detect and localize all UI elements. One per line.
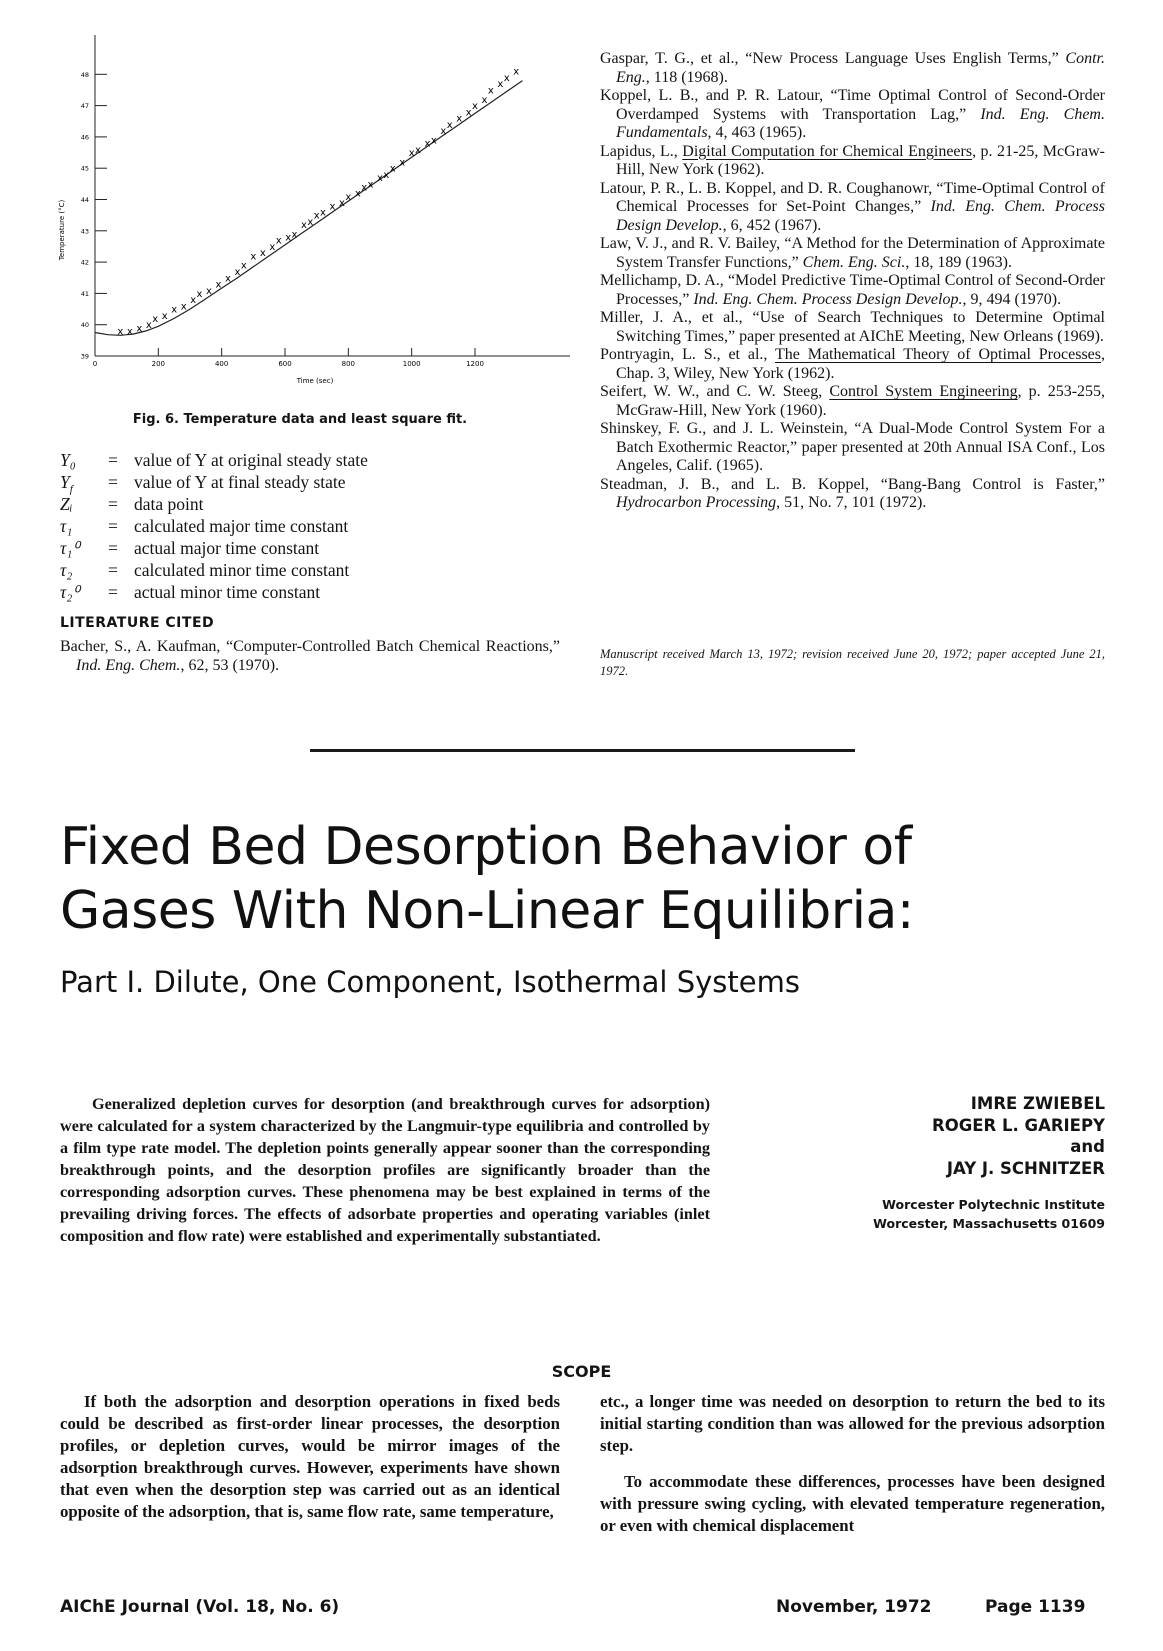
reference-details: , 62, 53 (1970). xyxy=(180,656,280,674)
nomenclature-list xyxy=(60,449,540,603)
y-tick-label: 44 xyxy=(80,196,89,204)
data-point: x xyxy=(215,279,222,291)
references-left xyxy=(60,638,560,675)
reference-text: Latour, P. R., L. B. Koppel, and D. R. Coughanowr, “Time-Optimal Control of Chemical Processes for Set-Point Changes,” xyxy=(600,179,1105,215)
reference-book-title: Digital Computation for Chemical Engineers xyxy=(682,142,973,160)
nomenclature-definition: data point xyxy=(134,494,204,514)
data-point: x xyxy=(234,266,241,278)
y-tick-label: 46 xyxy=(80,133,89,142)
reference-details: , 9, 494 (1970). xyxy=(962,290,1062,308)
data-point: x xyxy=(487,85,494,97)
data-point: x xyxy=(354,188,361,200)
data-point: x xyxy=(361,182,368,194)
data-point: x xyxy=(465,107,472,119)
x-tick-label: 200 xyxy=(151,360,166,368)
reference-entry xyxy=(600,180,1105,236)
reference-book-title: The Mathematical Theory of Optimal Processes xyxy=(774,346,1101,363)
data-point: x xyxy=(307,216,314,228)
nomenclature-equals: = xyxy=(108,538,118,558)
nomenclature-definition: value of Y at final steady state xyxy=(134,472,346,492)
reference-entry xyxy=(600,383,1105,420)
data-point: x xyxy=(117,326,124,338)
nomenclature-definition: calculated major time constant xyxy=(134,516,349,536)
data-point: x xyxy=(383,169,390,181)
data-point: x xyxy=(440,126,447,138)
data-point: x xyxy=(456,113,463,125)
data-point: x xyxy=(430,135,437,147)
reference-entry xyxy=(600,309,1105,346)
affiliation-line-1: Worcester Polytechnic Institute xyxy=(882,1197,1105,1212)
section-rule xyxy=(310,749,855,752)
data-point: x xyxy=(190,295,197,307)
reference-book-title: Control System Engineering xyxy=(829,383,1018,400)
reference-text: Lapidus, L., xyxy=(600,142,683,160)
reference-details: , p. 253-255, McGraw-Hill, New York (1960). xyxy=(616,383,1106,419)
nomenclature-equals: = xyxy=(108,472,118,492)
scope-left-column: If both the adsorption and desorption operations in fixed beds could be described as first-order linear processes, the desorption profiles, or depletion curves, would be mirror images of the adsorption breakthrough curves. However, experiments have shown that even when the desorption step was carried out as an identical opposite of the adsorption, that is, same flow rate, same temperature, xyxy=(60,1392,560,1521)
reference-text: Seifert, W. W., and C. W. Steeg, xyxy=(600,383,830,400)
reference-entry xyxy=(600,87,1105,143)
nomenclature-row xyxy=(60,449,540,471)
nomenclature-equals: = xyxy=(108,450,118,470)
data-point: x xyxy=(301,220,307,232)
reference-journal: Contr. Eng. xyxy=(616,50,1105,86)
reference-entry xyxy=(600,476,1105,513)
data-point: x xyxy=(377,173,383,185)
x-axis-label: Time (sec) xyxy=(296,377,334,385)
reference-entry xyxy=(600,235,1105,272)
data-point: x xyxy=(472,101,478,113)
figure-caption: Fig. 6. Temperature data and least square fit. xyxy=(132,412,468,427)
scope-right-paragraph-2: To accommodate these differences, processes have been designed with pressure swing cycling, with elevated temperature regeneration, or even with chemical displacement xyxy=(600,1472,1105,1535)
nomenclature-equals: = xyxy=(108,582,118,602)
reference-text: Pontryagin, L. S., et al., xyxy=(600,346,775,363)
data-point: x xyxy=(152,313,159,325)
abstract: Generalized depletion curves for desorption (and breakthrough curves for adsorption) were calculated for a system characterized by the Langmuir-type equilibria and controlled by a film type rate model. The depletion points generally appear sooner than the corresponding breakthrough points, and the desorption profiles are significantly broader than the corresponding adsorption curves. These phenomena may be best explained in terms of the prevailing driving forces. The effects of adsorbate properties and operating variables (inlet composition and flow rate) were established and experimentally substantiated. xyxy=(60,1095,710,1245)
data-point: x xyxy=(275,235,282,247)
reference-text: Law, V. J., and R. V. Bailey, “A Method for the Determination of Approximate System Transfer Functions,” xyxy=(600,235,1105,271)
reference-text: Bacher, S., A. Kaufman, “Computer-Controlled Batch Chemical Reactions,” xyxy=(60,638,560,655)
nomenclature-row xyxy=(60,581,540,603)
nomenclature-symbol: Zᵢ xyxy=(60,494,73,514)
y-tick-label: 43 xyxy=(80,227,89,236)
data-point: x xyxy=(481,94,488,106)
scope-right-column xyxy=(600,1391,1105,1537)
nomenclature-symbol: τ₂⁰ xyxy=(60,582,80,602)
reference-details: , 4, 463 (1965). xyxy=(707,124,807,141)
nomenclature-row xyxy=(60,493,540,515)
scope-heading: SCOPE xyxy=(551,1362,612,1381)
article-title xyxy=(60,815,1110,943)
nomenclature-symbol: Y₀ xyxy=(60,450,76,470)
reference-text: Steadman, J. B., and L. B. Koppel, “Bang-Bang Control is Faster,” xyxy=(600,475,1105,493)
x-tick-label: 400 xyxy=(214,360,229,368)
nomenclature-equals: = xyxy=(108,560,118,580)
data-point: x xyxy=(329,201,336,213)
nomenclature-symbol: $Y_f$ xyxy=(60,472,73,496)
reference-text: Shinskey, F. G., and J. L. Weinstein, “A Dual-Mode Control System For a Batch Exothermic Reactor,” paper presented at 20th Annual ISA Conf., Los Angeles, Calif. (1965). xyxy=(600,420,1105,474)
reference-details: , p. 21-25, McGraw-Hill, New York (1962). xyxy=(616,142,1106,178)
data-point: x xyxy=(225,273,231,285)
title-line-1: Fixed Bed Desorption Behavior of xyxy=(60,817,912,877)
nomenclature-definition: value of Y at original steady state xyxy=(134,450,368,470)
data-point: x xyxy=(497,79,504,91)
reference-entry xyxy=(600,50,1105,87)
y-tick-label: 40 xyxy=(80,321,89,330)
literature-heading: LITERATURE CITED xyxy=(60,615,215,631)
reference-entry xyxy=(600,272,1105,309)
y-tick-label: 48 xyxy=(80,70,89,79)
data-point: x xyxy=(206,285,212,297)
nomenclature-definition: calculated minor time constant xyxy=(134,560,350,580)
reference-journal: Chem. Eng. Sci. xyxy=(802,253,906,271)
data-point: x xyxy=(503,72,510,84)
authors xyxy=(800,1093,1105,1179)
scope-right-paragraph-1: etc., a longer time was needed on desorption to return the bed to its initial starting condition than was allowed for the previous adsorption step. xyxy=(600,1392,1105,1455)
author-2: ROGER L. GARIEPY xyxy=(932,1115,1105,1135)
y-tick-label: 45 xyxy=(80,164,89,173)
data-point: x xyxy=(240,260,247,272)
figure-6-chart xyxy=(40,35,570,420)
nomenclature-equals: = xyxy=(108,494,118,514)
article-subtitle: Part I. Dilute, One Component, Isothermal Systems xyxy=(60,965,800,999)
x-tick-label: 800 xyxy=(341,360,356,368)
affiliation-line-2: Worcester, Massachusetts 01609 xyxy=(873,1216,1105,1231)
data-point: x xyxy=(345,191,352,203)
data-point: x xyxy=(161,310,168,322)
reference-text: Mellichamp, D. A., “Model Predictive Time-Optimal Control of Second-Order Processes,” xyxy=(600,272,1105,308)
reference-entry xyxy=(600,420,1105,476)
nomenclature-symbol: τ₁⁰ xyxy=(60,538,80,558)
data-point: x xyxy=(259,248,266,260)
y-tick-label: 41 xyxy=(80,289,89,298)
data-point: x xyxy=(180,301,187,313)
data-point: x xyxy=(320,207,326,219)
title-line-2: Gases With Non-Linear Equilibria: xyxy=(60,881,914,941)
nomenclature-symbol: τ₂ xyxy=(60,560,73,580)
data-point: x xyxy=(408,148,415,160)
reference-entry xyxy=(600,143,1105,180)
nomenclature-row xyxy=(60,537,540,559)
nomenclature-definition: actual minor time constant xyxy=(134,582,321,602)
affiliation xyxy=(800,1195,1105,1233)
references-right xyxy=(600,50,1105,513)
data-point: x xyxy=(513,66,520,78)
data-point: x xyxy=(250,251,257,263)
data-point: x xyxy=(171,304,178,316)
y-tick-label: 39 xyxy=(80,352,89,361)
x-tick-label: 1000 xyxy=(402,360,421,368)
data-point: x xyxy=(145,320,152,332)
footer-journal: AIChE Journal (Vol. 18, No. 6) xyxy=(60,1597,340,1617)
data-point: x xyxy=(291,229,298,241)
data-point: x xyxy=(367,179,374,191)
reference-journal: Ind. Eng. Chem. xyxy=(76,656,181,674)
data-point: x xyxy=(415,144,421,156)
reference-journal: Hydrocarbon Processing xyxy=(616,494,777,511)
data-point: x xyxy=(196,288,203,300)
footer-date: November, 1972 xyxy=(776,1597,932,1617)
data-point: x xyxy=(389,163,396,175)
data-point: x xyxy=(339,198,345,210)
nomenclature-symbol: τ₁ xyxy=(60,516,73,536)
x-tick-label: 0 xyxy=(92,360,98,368)
y-tick-label: 47 xyxy=(80,102,89,111)
y-axis-label: Temperature (°C) xyxy=(58,199,66,261)
data-points-group xyxy=(117,67,519,338)
nomenclature-equals: = xyxy=(108,516,118,536)
reference-text: Koppel, L. B., and P. R. Latour, “Time Optimal Control of Second-Order Overdamped Systems with Transportation Lag,” xyxy=(600,87,1105,123)
data-point: x xyxy=(313,210,320,222)
data-point: x xyxy=(269,241,276,253)
footer-page: Page 1139 xyxy=(985,1597,1086,1617)
manuscript-note: Manuscript received March 13, 1972; revision received June 20, 1972; paper accepted June 21, 1972. xyxy=(600,647,1105,678)
data-point: x xyxy=(126,326,133,338)
reference-text: Gaspar, T. G., et al., “New Process Language Uses English Terms,” xyxy=(600,50,1066,67)
author-3: JAY J. SCHNITZER xyxy=(946,1158,1105,1178)
reference-journal: Ind. Eng. Chem. Fundamentals xyxy=(616,105,1105,141)
reference-text: Miller, J. A., et al., “Use of Search Techniques to Determine Optimal Switching Times,” paper presented at AIChE Meeting, New Orleans (1969). xyxy=(600,309,1105,345)
nomenclature-row xyxy=(60,559,540,581)
reference-journal: Ind. Eng. Chem. Process Design Develop. xyxy=(616,198,1105,234)
data-point: x xyxy=(136,323,143,335)
reference-entry xyxy=(60,638,560,675)
data-point: x xyxy=(424,138,431,150)
x-tick-label: 600 xyxy=(278,360,292,368)
reference-details: , 18, 189 (1963). xyxy=(905,253,1012,271)
nomenclature-row xyxy=(60,471,540,496)
reference-details: , Chap. 3, Wiley, New York (1962). xyxy=(616,346,1105,382)
nomenclature-definition: actual major time constant xyxy=(134,538,320,558)
x-tick-label: 1200 xyxy=(466,360,484,368)
author-and: and xyxy=(1070,1137,1105,1156)
reference-details: , 6, 452 (1967). xyxy=(722,216,822,234)
reference-entry xyxy=(600,346,1105,383)
y-tick-label: 42 xyxy=(80,258,89,267)
reference-details: , 118 (1968). xyxy=(645,68,728,86)
reference-journal: Ind. Eng. Chem. Process Design Develop. xyxy=(693,290,963,308)
reference-details: , 51, No. 7, 101 (1972). xyxy=(776,494,927,511)
data-point: x xyxy=(285,232,292,244)
nomenclature-row xyxy=(60,515,540,537)
data-point: x xyxy=(399,157,406,169)
data-point: x xyxy=(446,119,453,131)
author-1: IMRE ZWIEBEL xyxy=(970,1094,1105,1113)
